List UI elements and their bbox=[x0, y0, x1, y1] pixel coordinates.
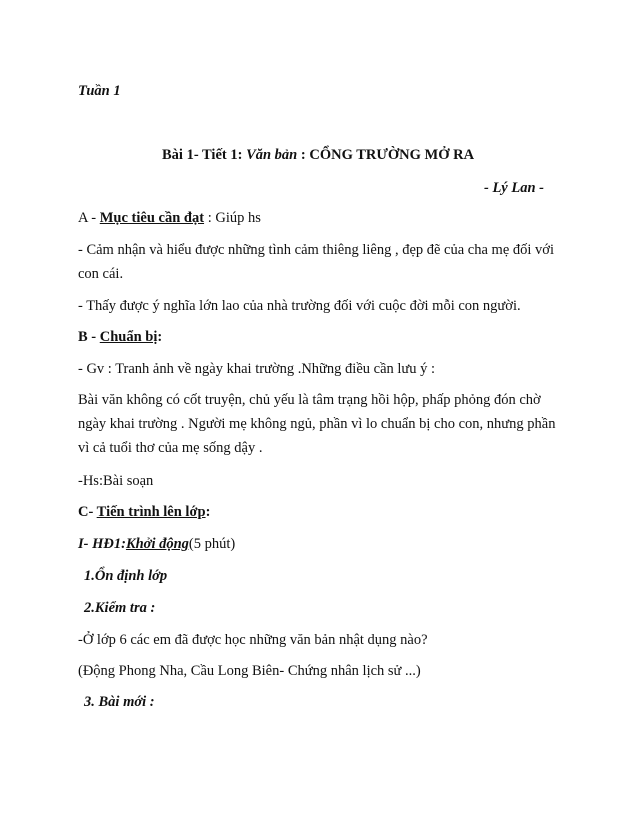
lesson-type: Văn bản bbox=[246, 147, 298, 163]
section-b-heading bbox=[78, 328, 162, 346]
section-b-students: -Hs:Bài soạn bbox=[78, 473, 154, 489]
section-b-para-1: Bài văn không có cốt truyện, chủ yếu là tâm trạng hồi hộp, phấp phỏng đón chờ bbox=[78, 392, 541, 408]
section-a-title: Mục tiêu cần đạt bbox=[99, 210, 205, 226]
activity-1-heading bbox=[78, 535, 235, 553]
section-b-suffix: : bbox=[157, 329, 163, 345]
lesson-heading bbox=[162, 146, 474, 164]
lesson-author: - Lý Lan - bbox=[484, 180, 544, 196]
section-c-suffix: : bbox=[205, 504, 211, 520]
section-a-suffix: : Giúp hs bbox=[204, 210, 261, 226]
section-b-para-3: vì cả tuổi thơ của mẹ sống dậy . bbox=[78, 440, 263, 456]
section-a-line-3: - Thấy được ý nghĩa lớn lao của nhà trường đối với cuộc đời mỗi con người. bbox=[78, 298, 521, 314]
lesson-prefix: Bài 1- Tiết 1: bbox=[162, 147, 243, 163]
week-label: Tuần 1 bbox=[78, 83, 121, 99]
review-answer: (Động Phong Nha, Cầu Long Biên- Chứng nhân lịch sử ...) bbox=[78, 663, 421, 679]
item-2: 2.Kiểm tra : bbox=[84, 600, 156, 616]
section-a-line-2: con cái. bbox=[78, 266, 124, 282]
section-b-para-2: ngày khai trường . Người mẹ không ngủ, phần vì lo chuẩn bị cho con, nhưng phần bbox=[78, 416, 556, 432]
section-b-prefix: B - bbox=[78, 329, 100, 345]
item-1: 1.Ổn định lớp bbox=[84, 568, 168, 584]
section-a-heading bbox=[78, 209, 261, 227]
activity-1-prefix: I- HĐ1: bbox=[78, 536, 126, 552]
lesson-title: CỔNG TRƯỜNG MỞ RA bbox=[309, 147, 475, 163]
item-3: 3. Bài mới : bbox=[84, 694, 155, 710]
section-c-title: Tiến trình lên lớp bbox=[96, 504, 206, 520]
review-question: -Ở lớp 6 các em đã được học những văn bản nhật dụng nào? bbox=[78, 632, 428, 648]
section-a-prefix: A - bbox=[78, 210, 100, 226]
section-c-prefix: C- bbox=[78, 504, 97, 520]
section-b-title: Chuẩn bị bbox=[99, 329, 158, 345]
section-a-line-1: - Cảm nhận và hiểu được những tình cảm thiêng liêng , đẹp đẽ của cha mẹ đối với bbox=[78, 242, 554, 258]
activity-1-title: Khởi động bbox=[125, 536, 189, 552]
section-b-teacher: - Gv : Tranh ảnh về ngày khai trường .Những điều cần lưu ý : bbox=[78, 361, 436, 377]
section-c-heading bbox=[78, 503, 210, 521]
lesson-colon: : bbox=[297, 147, 310, 163]
activity-1-time: (5 phút) bbox=[188, 536, 236, 552]
